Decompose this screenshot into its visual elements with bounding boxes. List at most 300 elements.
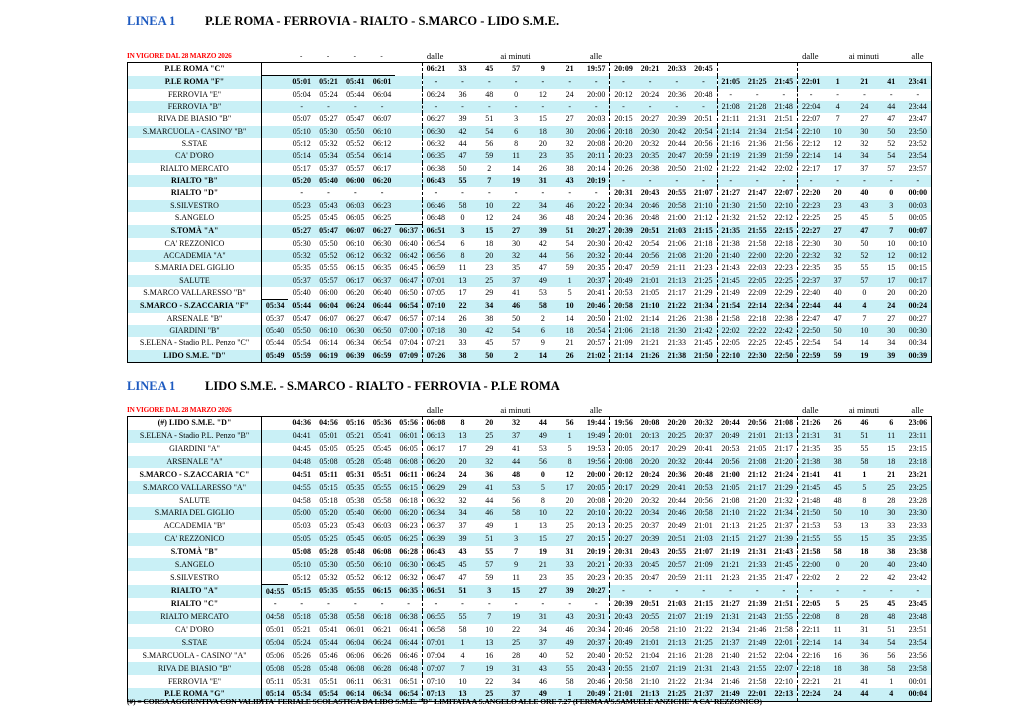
time-cell: 38 (485, 313, 494, 323)
time-cell: 20:43 (583, 662, 610, 675)
time-cell: 41 (878, 76, 905, 89)
time-cell: 20:45 (694, 64, 713, 74)
time-cell: 54 (833, 338, 842, 348)
header-row (127, 50, 931, 62)
time-cell: 49 (529, 430, 556, 443)
table-row (128, 430, 932, 443)
time-cell: 33 (556, 558, 583, 571)
time-cell: 20:20 (637, 456, 664, 469)
time-cell (262, 468, 289, 481)
time-cell: 21:05 (640, 288, 660, 298)
time-cell: 21:42 (690, 325, 717, 337)
time-cell: 20:51 (694, 114, 713, 124)
time-cell: 21:17 (774, 444, 793, 454)
time-cell: - (889, 89, 893, 99)
time-cell: 19:56 (583, 456, 610, 469)
table-row (128, 546, 932, 559)
time-cell: 20:29 (637, 481, 664, 494)
time-cell: 20:19 (583, 175, 610, 187)
time-cell: 21:14 (717, 126, 744, 138)
time-cell: 04:51 (292, 469, 312, 479)
time-cell: 22:20 (797, 187, 824, 199)
time-cell: 20:21 (583, 558, 610, 571)
station-name: RIALTO "A" (128, 585, 262, 598)
time-cell: 22:14 (797, 637, 824, 650)
time-cell: 23:21 (908, 469, 928, 479)
time-cell: 21:11 (667, 263, 686, 273)
time-cell: 20:20 (610, 494, 637, 507)
alle-label: alle (589, 51, 603, 61)
time-cell: 39 (878, 350, 905, 363)
time-cell: 05:44 (266, 338, 285, 348)
time-cell: 30 (556, 126, 583, 138)
time-cell: 39 (529, 225, 556, 238)
time-cell: 5 (567, 444, 572, 454)
time-cell: 21:11 (694, 572, 713, 582)
time-cell: 05:21 (342, 430, 369, 443)
time-cell: 22:18 (748, 313, 767, 323)
time-cell: 21:22 (717, 163, 744, 175)
time-cell: 20:00 (586, 469, 606, 479)
time-cell: 05:38 (315, 611, 342, 624)
time-cell: - (744, 175, 771, 187)
station-name: S.STAE (128, 138, 262, 150)
time-cell: 58 (529, 300, 556, 313)
time-cell: 52 (851, 250, 878, 262)
time-cell: 23:28 (908, 495, 927, 505)
time-cell: 34 (887, 338, 896, 348)
time-cell: 05:31 (292, 676, 311, 686)
time-cell: 06:40 (399, 238, 418, 248)
time-cell: 20:30 (637, 126, 664, 138)
time-cell: 23:33 (908, 521, 927, 531)
table-row (128, 300, 932, 313)
station-name: S.ANGELO (128, 212, 262, 225)
time-cell: 22:00 (744, 250, 771, 262)
time-cell (262, 187, 289, 199)
time-cell: 20:56 (717, 456, 744, 469)
time-cell: 07:26 (422, 350, 449, 363)
time-cell: 29 (449, 481, 476, 494)
time-cell: 27 (824, 225, 851, 238)
time-cell: - (342, 101, 369, 113)
time-cell: 0 (460, 213, 465, 223)
header-spacer (663, 404, 690, 416)
time-cell: 05:48 (345, 547, 365, 557)
table-row (128, 89, 932, 101)
time-cell: 07:21 (422, 337, 449, 349)
dalle-label: dalle (802, 405, 819, 415)
time-cell: 2 (835, 572, 840, 582)
time-cell: 30 (833, 238, 842, 248)
time-cell: - (610, 76, 637, 89)
time-cell: 20:54 (583, 325, 610, 337)
table-row (128, 187, 932, 199)
time-cell: 20:20 (610, 138, 637, 150)
time-cell: 06:56 (422, 250, 449, 262)
time-cell (717, 63, 744, 76)
time-cell: 21:36 (748, 139, 767, 149)
header-spacer (261, 404, 288, 416)
time-cell: 22:44 (797, 300, 824, 313)
time-cell: 06:41 (399, 625, 418, 635)
time-cell: 24 (512, 213, 521, 223)
time-cell (851, 63, 878, 76)
time-cell: 55 (449, 175, 476, 187)
station-name: P.LE ROMA "C" (128, 63, 262, 76)
time-cell (395, 163, 422, 175)
time-cell: 04:56 (319, 418, 338, 428)
time-cell: 24 (458, 469, 467, 479)
time-cell: 21:06 (667, 238, 686, 248)
time-cell: - (878, 585, 905, 598)
time-cell: 20:59 (640, 263, 660, 273)
time-cell: - (717, 585, 744, 598)
time-cell (395, 63, 422, 76)
time-cell: 05:43 (346, 521, 365, 531)
header-spacer (395, 50, 422, 62)
time-cell: 48 (485, 89, 494, 99)
time-cell: 23:35 (905, 533, 932, 546)
header-spacer (368, 404, 395, 416)
time-cell: 22:30 (744, 350, 771, 363)
time-cell: 20:26 (610, 163, 637, 175)
time-cell: 48 (833, 495, 842, 505)
time-cell: - (878, 175, 905, 187)
time-cell: - (755, 89, 759, 99)
header-spacer (609, 50, 636, 62)
time-cell: 06:34 (369, 688, 396, 701)
time-cell: 8 (514, 139, 519, 149)
time-cell: 05:57 (315, 275, 342, 287)
ai-minuti-label: ai minuti (848, 405, 880, 415)
station-name: FERROVIA "E" (128, 89, 262, 101)
time-cell: 20:36 (610, 212, 637, 225)
time-cell: 21:16 (717, 138, 744, 150)
header-spacer: - (326, 52, 330, 60)
station-name: S.MARIA DEL GIGLIO (128, 262, 262, 274)
time-cell: 2 (487, 163, 492, 173)
time-cell: 06:35 (395, 585, 422, 598)
time-cell: 21:40 (721, 650, 740, 660)
station-name: GIARDINI "B" (128, 325, 262, 337)
time-cell: 23:44 (905, 101, 932, 113)
time-cell (395, 113, 422, 125)
time-cell: 05:47 (292, 313, 311, 323)
time-cell: 06:30 (422, 126, 449, 138)
time-cell: 00:12 (905, 250, 932, 262)
time-cell (262, 546, 289, 559)
time-cell: 36 (458, 89, 467, 99)
time-cell: 20:58 (610, 675, 637, 688)
time-cell: 32 (565, 139, 574, 149)
time-cell: 20:25 (663, 430, 690, 443)
time-cell: 06:28 (399, 547, 418, 557)
time-cell: 4 (851, 300, 878, 313)
time-cell: 22:10 (717, 350, 744, 363)
time-cell: 20 (833, 188, 842, 198)
time-cell: 06:21 (372, 625, 392, 635)
time-cell: 20:46 (637, 200, 664, 212)
time-cell: 05:41 (342, 76, 369, 89)
table-row (128, 275, 932, 287)
station-name: S.ELENA - Stadio P.L. Penzo "C" (128, 337, 262, 349)
time-cell: 30 (851, 126, 878, 138)
time-cell: 21:21 (640, 338, 660, 348)
time-cell (342, 63, 369, 76)
time-cell: - (717, 89, 744, 101)
time-cell: 58 (851, 456, 878, 469)
station-name: S.MARCO VALLARESSO "B" (128, 287, 262, 300)
time-cell: 05:08 (292, 547, 312, 557)
header-spacer (636, 404, 663, 416)
station-name: CA' D'ORO (128, 150, 262, 162)
time-cell: - (797, 175, 824, 187)
time-cell: 06:18 (369, 611, 396, 624)
time-cell: 21:13 (637, 688, 664, 701)
time-cell: 06:32 (369, 250, 396, 262)
time-cell: 20:14 (587, 163, 606, 173)
time-cell: 06:50 (399, 288, 418, 298)
time-cell: 21:42 (748, 163, 767, 173)
alle-label: alle (589, 405, 603, 415)
time-cell: 06:19 (315, 350, 342, 363)
time-cell: 19:53 (587, 444, 606, 454)
time-cell: 22:45 (774, 338, 793, 348)
time-cell: 21:31 (747, 547, 767, 557)
time-cell: 06:44 (369, 300, 396, 313)
time-cell: 19 (503, 611, 530, 624)
time-cell: - (514, 188, 518, 198)
header-spacer (770, 404, 797, 416)
time-cell: 06:20 (395, 507, 422, 520)
time-cell: - (288, 101, 315, 113)
time-cell: 06:34 (346, 338, 365, 348)
time-cell: 20:31 (583, 611, 610, 624)
time-cell: 05:06 (266, 650, 285, 660)
time-cell (395, 187, 422, 199)
time-cell: 05:41 (369, 430, 396, 443)
time-cell: 06:00 (319, 288, 338, 298)
time-cell: - (663, 101, 690, 113)
time-cell: 38 (565, 163, 574, 173)
time-cell: 20:52 (610, 649, 637, 662)
time-cell: - (797, 89, 824, 101)
time-cell: 21:03 (663, 225, 690, 238)
time-cell: 48 (565, 213, 574, 223)
station-name: P.LE ROMA "F" (128, 76, 262, 89)
time-cell: - (610, 585, 637, 598)
table-row (128, 637, 932, 650)
header-spacer: - (353, 52, 356, 60)
time-cell: 00:01 (908, 676, 927, 686)
time-cell: 30 (512, 238, 521, 248)
time-cell: 06:10 (369, 126, 396, 138)
time-cell: 06:00 (369, 507, 396, 520)
time-cell: 45 (449, 558, 476, 571)
station-name: S.MARCO VALLARESSO "A" (128, 481, 262, 494)
time-cell: 13 (538, 521, 547, 531)
table-row (128, 175, 932, 187)
time-cell: 21:32 (774, 495, 793, 505)
time-cell: 22:29 (774, 288, 793, 298)
time-cell: 04:36 (292, 418, 312, 428)
time-cell: 21:05 (748, 444, 767, 454)
time-cell: - (637, 585, 664, 598)
time-cell: 20:44 (667, 139, 686, 149)
time-cell: 20:54 (640, 238, 660, 248)
table-row (128, 456, 932, 469)
time-cell: 00:24 (905, 300, 932, 313)
time-cell: 17 (833, 163, 842, 173)
time-cell: 39 (458, 114, 467, 124)
time-cell: - (836, 89, 839, 99)
time-cell: 21:39 (771, 533, 798, 546)
time-cell: 21:38 (717, 238, 744, 250)
time-cell: 05:56 (399, 418, 418, 428)
time-cell: 51 (476, 533, 503, 546)
time-cell: 17 (458, 288, 467, 298)
time-cell: 23:51 (908, 625, 927, 635)
time-cell: 44 (851, 688, 878, 701)
time-cell: 20:01 (610, 430, 637, 443)
time-cell: 20:12 (610, 89, 637, 101)
time-cell: 05:52 (346, 572, 365, 582)
time-cell: 51 (887, 625, 896, 635)
time-cell: 50 (476, 350, 503, 363)
time-cell: 30 (878, 325, 905, 337)
time-cell (262, 250, 289, 262)
time-cell: 21:27 (744, 533, 771, 546)
time-cell: 06:39 (342, 350, 369, 363)
time-cell: 05:12 (292, 572, 311, 582)
time-cell: 20:35 (637, 150, 664, 162)
time-cell: 05:05 (319, 444, 338, 454)
time-cell: 58 (503, 507, 530, 520)
station-name: FERROVIA "E" (128, 675, 262, 688)
time-cell: 18 (485, 238, 494, 248)
time-cell: 18 (824, 662, 851, 675)
time-cell: 05:18 (319, 495, 338, 505)
time-cell: 59 (824, 350, 851, 363)
time-cell: 17 (458, 444, 467, 454)
time-cell: - (690, 175, 717, 187)
time-cell: 22:11 (797, 624, 824, 637)
time-cell: 53 (503, 481, 530, 494)
time-cell: 21:39 (747, 599, 767, 609)
time-cell: 6 (529, 325, 556, 337)
dalle-label: dalle (426, 405, 444, 415)
time-cell: 21:07 (694, 547, 713, 557)
time-cell: 07:00 (395, 325, 422, 337)
time-cell: 21:08 (663, 250, 690, 262)
time-cell: 32 (476, 456, 503, 469)
time-cell: 20:49 (667, 521, 686, 531)
time-cell: 05:55 (342, 585, 369, 598)
time-cell: 21:58 (748, 238, 767, 248)
time-cell: 13 (449, 688, 476, 701)
time-cell: 06:37 (395, 225, 422, 238)
time-cell: 51 (556, 225, 583, 238)
time-cell: 05:37 (319, 163, 338, 173)
station-name: ACCADEMIA "B" (128, 520, 262, 533)
time-cell: 20:30 (587, 238, 606, 248)
time-cell: 20:09 (610, 63, 637, 76)
time-cell: 06:20 (346, 288, 365, 298)
header-spacer (636, 50, 663, 62)
time-cell: - (663, 175, 690, 187)
time-cell: 05:40 (292, 288, 311, 298)
time-cell: 22:34 (771, 300, 798, 313)
time-cell: 37 (824, 275, 851, 287)
time-cell: - (663, 76, 690, 89)
table-row (128, 611, 932, 624)
time-cell: 9 (540, 64, 545, 74)
time-cell: 21:27 (717, 187, 744, 199)
time-cell: 10 (529, 507, 556, 520)
time-cell (395, 175, 422, 187)
time-cell: 06:08 (342, 662, 369, 675)
time-cell: 22:35 (797, 262, 824, 274)
time-cell: 42 (476, 325, 503, 337)
table-row (128, 507, 932, 520)
time-cell: 20:42 (663, 126, 690, 138)
time-cell: 20:59 (690, 150, 717, 162)
time-cell: 06:17 (372, 163, 392, 173)
time-cell: 19:57 (586, 64, 606, 74)
time-cell: 06:03 (372, 521, 392, 531)
time-cell: 8 (862, 495, 867, 505)
time-cell: - (556, 76, 583, 89)
table-row (128, 662, 932, 675)
time-cell: 54 (565, 238, 574, 248)
time-cell: 21:45 (694, 338, 713, 348)
time-cell: 21:02 (694, 163, 713, 173)
time-cell: 19:49 (583, 430, 610, 443)
time-cell: 35 (833, 444, 842, 454)
time-cell: 21:38 (663, 350, 690, 363)
time-cell: 21:25 (744, 76, 771, 89)
time-cell: 20:33 (667, 64, 687, 74)
time-cell: 31 (824, 430, 851, 443)
time-cell: 06:50 (369, 325, 396, 337)
station-name: S.ELENA - Stadio P.L. Penzo "B" (128, 430, 262, 443)
time-cell: 05:37 (288, 275, 315, 287)
time-cell: 05:55 (369, 481, 396, 494)
station-name: CA' REZZONICO (128, 238, 262, 250)
time-cell: 31 (503, 662, 530, 675)
ai-minuti-label: ai minuti (500, 405, 531, 415)
time-cell: 05:27 (319, 114, 338, 124)
table-row (128, 150, 932, 162)
time-cell (744, 63, 771, 76)
time-cell: 23:57 (908, 163, 927, 173)
time-cell: 43 (556, 611, 583, 624)
time-cell: 10 (458, 676, 467, 686)
header-spacer (770, 50, 797, 62)
time-cell: 21:20 (748, 495, 767, 505)
time-cell: 25 (833, 213, 842, 223)
time-cell: 21:38 (797, 456, 824, 469)
time-cell (395, 126, 422, 138)
time-cell: - (487, 188, 491, 198)
time-cell: 1 (556, 430, 583, 443)
time-cell: 41 (512, 444, 521, 454)
time-cell: 05:05 (288, 533, 315, 546)
time-cell: 22:27 (797, 225, 824, 238)
time-cell: 05:11 (266, 676, 285, 686)
time-cell: 6 (889, 418, 894, 428)
